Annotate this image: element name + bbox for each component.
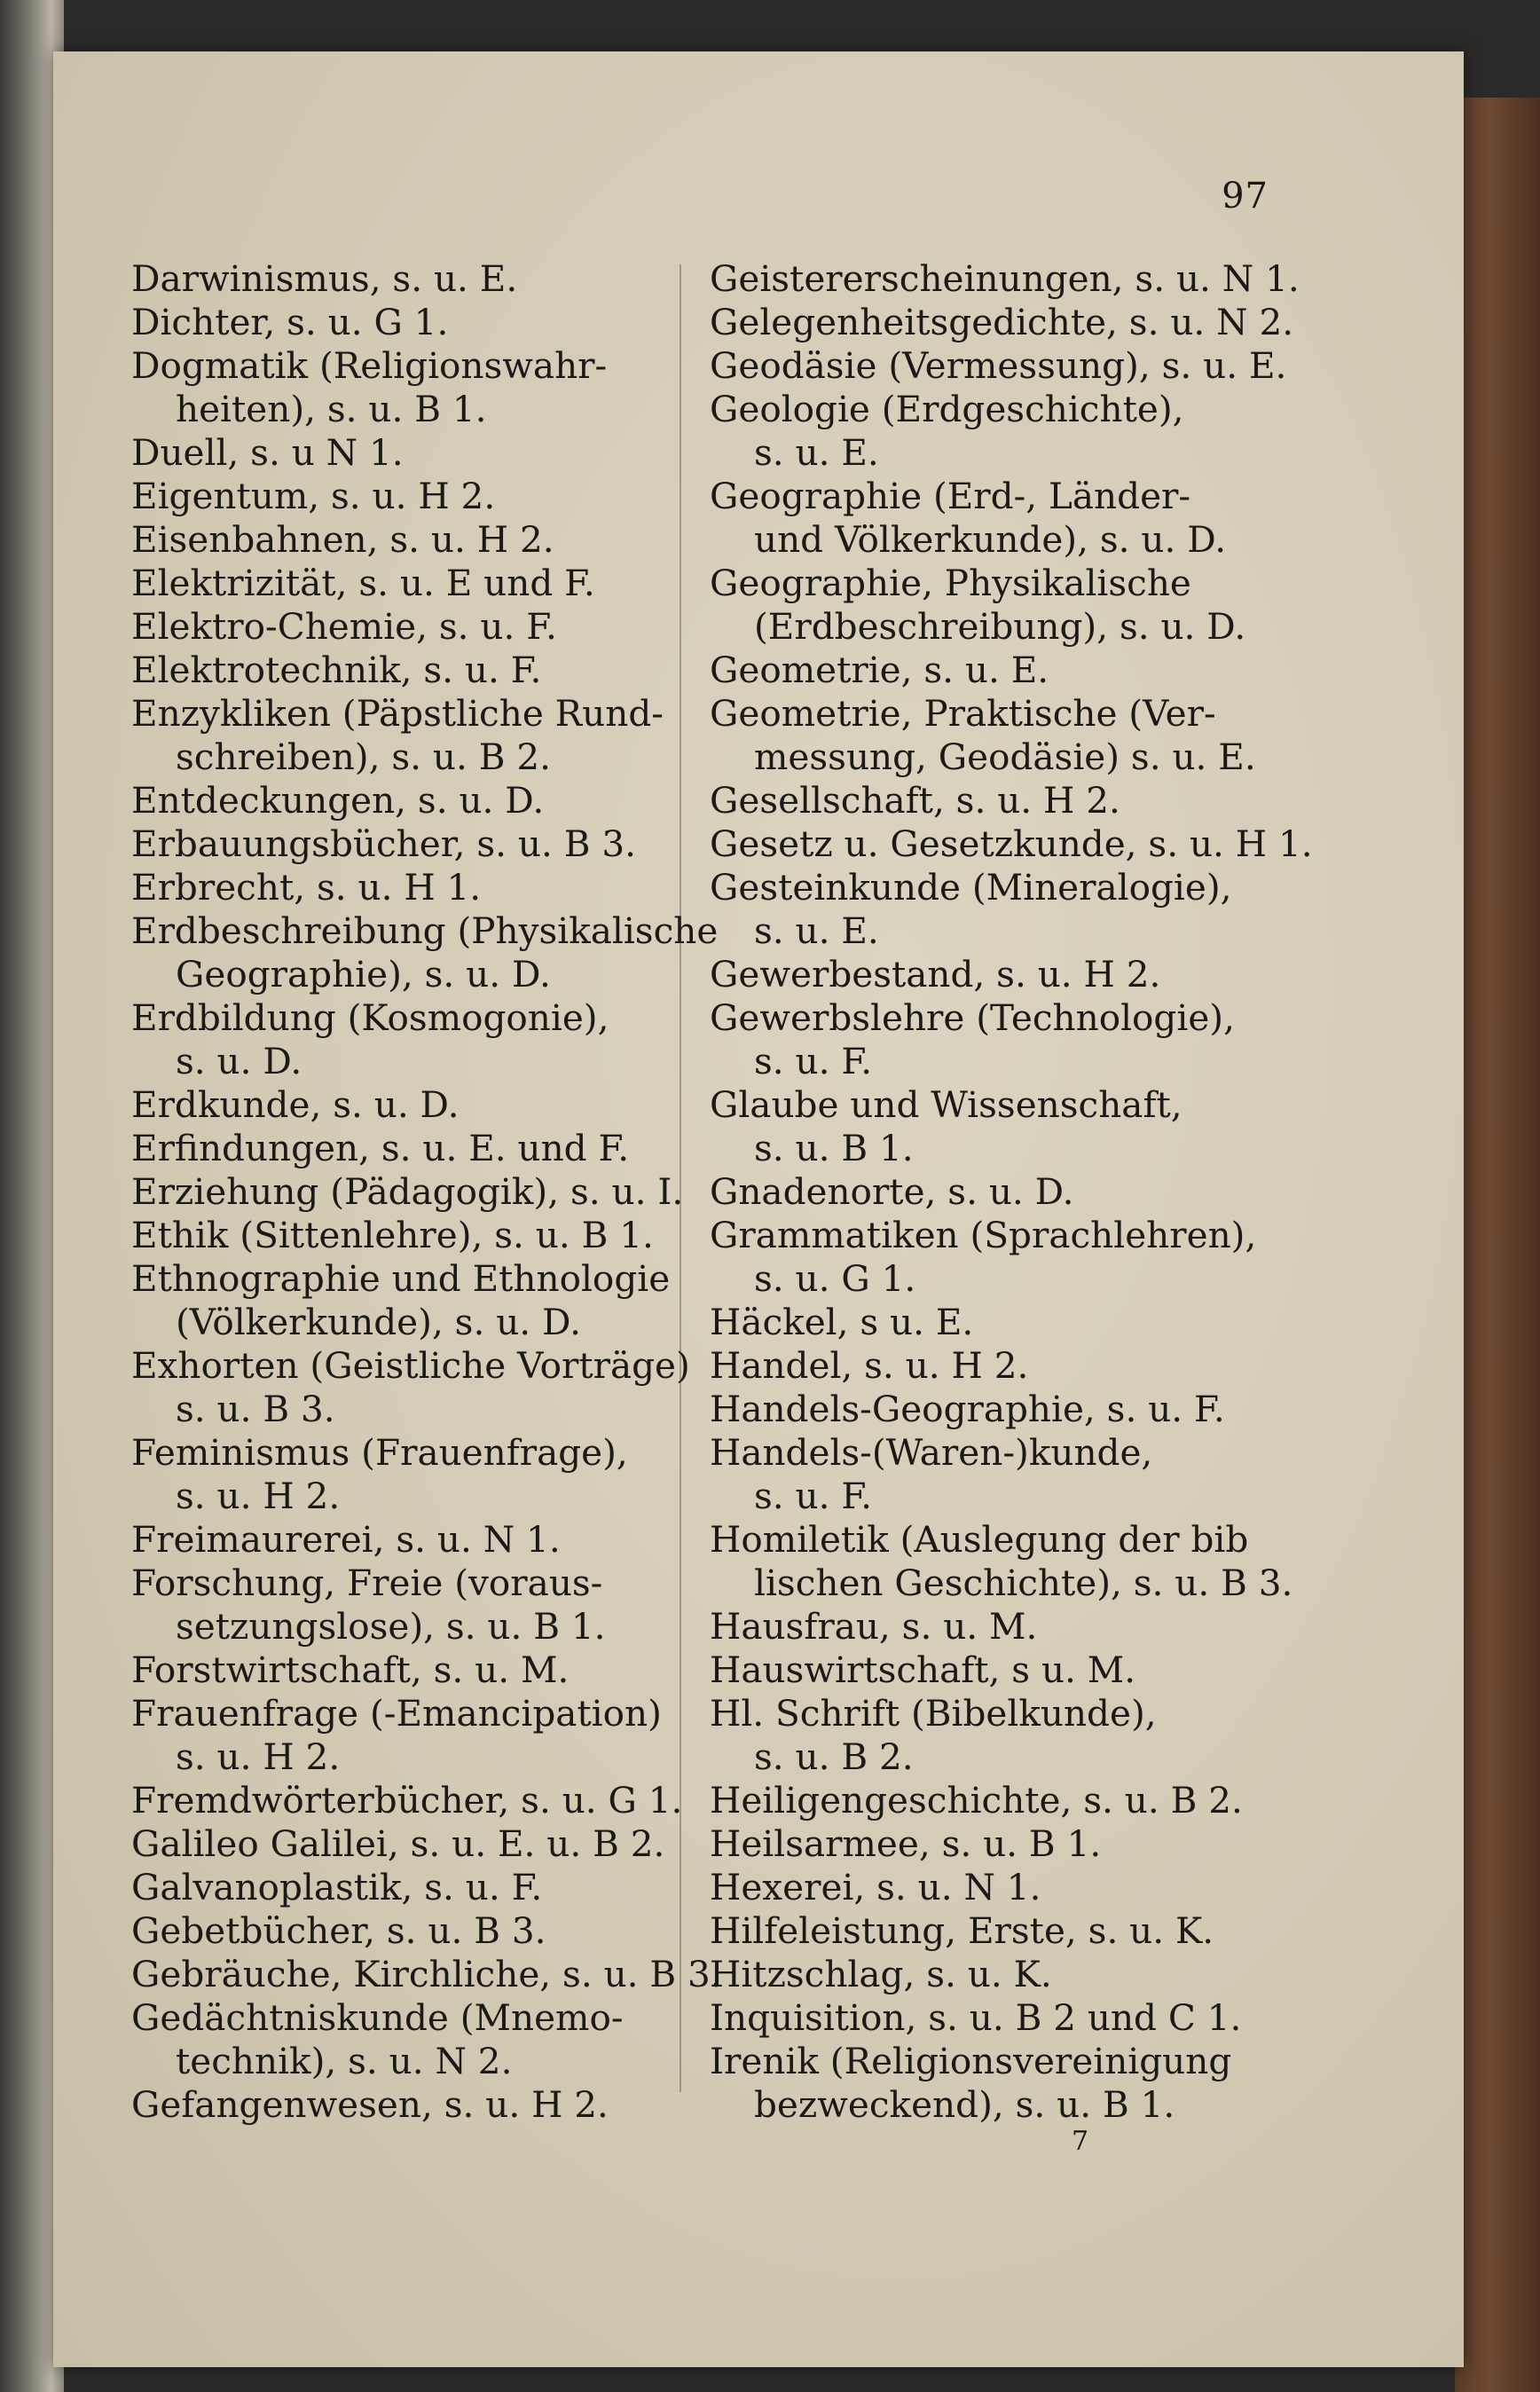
index-entry-line: Gebräuche, Kirchliche, s. u. B 3. (131, 1953, 722, 1995)
index-entry-line: Gesellschaft, s. u. H 2. (710, 779, 1120, 822)
index-entry-line: Geologie (Erdgeschichte), (710, 388, 1184, 430)
index-entry-line: Frauenfrage (-Emancipation) (131, 1692, 662, 1735)
index-entry-line: Gesetz u. Gesetzkunde, s. u. H 1. (710, 822, 1313, 865)
index-entry-line: setzungslose), s. u. B 1. (176, 1605, 606, 1648)
index-entry-line: s. u. B 2. (754, 1735, 914, 1778)
index-entry-line: Elektrotechnik, s. u. F. (131, 649, 542, 691)
index-entry-line: Ethnographie und Ethnologie (131, 1257, 671, 1300)
index-entry-line: Dogmatik (Religionswahr- (131, 344, 608, 387)
index-entry-line: s. u. F. (754, 1475, 873, 1517)
index-entry-line: Homiletik (Auslegung der bib (710, 1518, 1249, 1561)
index-entry-line: Erdbildung (Kosmogonie), (131, 996, 609, 1039)
index-entry-line: s. u. H 2. (176, 1735, 341, 1778)
index-entry-line: Hexerei, s. u. N 1. (710, 1866, 1041, 1908)
index-entry-line: schreiben), s. u. B 2. (176, 736, 551, 778)
index-entry-line: Handels-Geographie, s. u. F. (710, 1388, 1225, 1430)
index-entry-line: s. u. E. (754, 909, 879, 952)
index-entry-line: Hausfrau, s. u. M. (710, 1605, 1038, 1648)
page-number: 97 (1222, 176, 1269, 216)
index-entry-line: Darwinismus, s. u. E. (131, 257, 518, 300)
index-entry-line: Gesteinkunde (Mineralogie), (710, 866, 1232, 909)
index-entry-line: Eisenbahnen, s. u. H 2. (131, 518, 554, 561)
index-entry-line: Gebetbücher, s. u. B 3. (131, 1909, 546, 1952)
index-entry-line: Geographie (Erd-, Länder- (710, 475, 1191, 517)
index-entry-line: Geistererscheinungen, s. u. N 1. (710, 257, 1300, 300)
index-entry-line: Häckel, s u. E. (710, 1301, 974, 1343)
index-entry-line: Erdbeschreibung (Physikalische (131, 909, 719, 952)
index-entry-line: Geometrie, Praktische (Ver- (710, 692, 1216, 735)
index-entry-line: Gefangenwesen, s. u. H 2. (131, 2083, 609, 2126)
index-entry-line: Handels-(Waren-)kunde, (710, 1431, 1153, 1474)
index-entry-line: Elektro-Chemie, s. u. F. (131, 605, 557, 648)
index-entry-line: Erfindungen, s. u. E. und F. (131, 1127, 630, 1169)
index-entry-line: heiten), s. u. B 1. (176, 388, 487, 430)
index-entry-line: Fremdwörterbücher, s. u. G 1. (131, 1779, 683, 1822)
index-entry-line: Forstwirtschaft, s. u. M. (131, 1648, 570, 1691)
book-page (53, 51, 1464, 2367)
signature-mark: 7 (1072, 2126, 1089, 2157)
index-entry-line: Hauswirtschaft, s u. M. (710, 1648, 1136, 1691)
index-entry-line: Entdeckungen, s. u. D. (131, 779, 545, 822)
index-entry-line: s. u. G 1. (754, 1257, 916, 1300)
index-entry-line: Galileo Galilei, s. u. E. u. B 2. (131, 1822, 665, 1865)
index-entry-line: Feminismus (Frauenfrage), (131, 1431, 628, 1474)
index-entry-line: Heiligengeschichte, s. u. B 2. (710, 1779, 1243, 1822)
index-entry-line: bezweckend), s. u. B 1. (754, 2083, 1175, 2126)
index-entry-line: s. u. B 3. (176, 1388, 335, 1430)
index-entry-line: Enzykliken (Päpstliche Rund- (131, 692, 664, 735)
index-entry-line: messung, Geodäsie) s. u. E. (754, 736, 1256, 778)
index-entry-line: Gewerbestand, s. u. H 2. (710, 953, 1161, 995)
index-entry-line: Geographie, Physikalische (710, 562, 1191, 604)
index-entry-line: und Völkerkunde), s. u. D. (754, 518, 1227, 561)
index-entry-line: Erbrecht, s. u. H 1. (131, 866, 482, 909)
index-entry-line: technik), s. u. N 2. (176, 2040, 513, 2082)
book-cover-edge (1455, 98, 1540, 2392)
index-entry-line: Geometrie, s. u. E. (710, 649, 1049, 691)
index-entry-line: Elektrizität, s. u. E und F. (131, 562, 595, 604)
index-entry-line: Forschung, Freie (voraus- (131, 1562, 603, 1604)
index-entry-line: Gedächtniskunde (Mnemo- (131, 1996, 624, 2039)
index-column-right (710, 257, 1313, 2127)
index-entry-line: Geodäsie (Vermessung), s. u. E. (710, 344, 1287, 387)
index-entry-line: Eigentum, s. u. H 2. (131, 475, 496, 517)
index-entry-line: Duell, s. u N 1. (131, 431, 404, 474)
index-entry-line: Erziehung (Pädagogik), s. u. I. (131, 1170, 684, 1213)
index-entry-line: lischen Geschichte), s. u. B 3. (754, 1562, 1293, 1604)
index-entry-line: Ethik (Sittenlehre), s. u. B 1. (131, 1214, 654, 1256)
index-entry-line: s. u. E. (754, 431, 879, 474)
index-entry-line: Grammatiken (Sprachlehren), (710, 1214, 1257, 1256)
index-entry-line: Freimaurerei, s. u. N 1. (131, 1518, 561, 1561)
index-entry-line: Glaube und Wissenschaft, (710, 1083, 1182, 1126)
index-entry-line: Gnadenorte, s. u. D. (710, 1170, 1074, 1213)
index-entry-line: (Völkerkunde), s. u. D. (176, 1301, 581, 1343)
index-entry-line: s. u. D. (176, 1040, 302, 1082)
index-entry-line: Erdkunde, s. u. D. (131, 1083, 460, 1126)
index-entry-line: s. u. F. (754, 1040, 873, 1082)
index-entry-line: Gewerbslehre (Technologie), (710, 996, 1235, 1039)
index-entry-line: s. u. H 2. (176, 1475, 341, 1517)
index-entry-line: Dichter, s. u. G 1. (131, 301, 449, 343)
index-entry-line: Geographie), s. u. D. (176, 953, 551, 995)
index-entry-line: Erbauungsbücher, s. u. B 3. (131, 822, 636, 865)
index-entry-line: Exhorten (Geistliche Vorträge) (131, 1344, 690, 1387)
index-entry-line: Heilsarmee, s. u. B 1. (710, 1822, 1102, 1865)
index-entry-line: Hitzschlag, s. u. K. (710, 1953, 1052, 1995)
column-divider (680, 264, 681, 2092)
index-entry-line: Inquisition, s. u. B 2 und C 1. (710, 1996, 1242, 2039)
index-entry-line: Irenik (Religionsvereinigung (710, 2040, 1232, 2082)
index-entry-line: (Erdbeschreibung), s. u. D. (754, 605, 1246, 648)
index-entry-line: s. u. B 1. (754, 1127, 914, 1169)
index-column-left (131, 257, 722, 2127)
index-entry-line: Gelegenheitsgedichte, s. u. N 2. (710, 301, 1294, 343)
index-entry-line: Handel, s. u. H 2. (710, 1344, 1029, 1387)
index-entry-line: Hl. Schrift (Bibelkunde), (710, 1692, 1157, 1735)
index-entry-line: Hilfeleistung, Erste, s. u. K. (710, 1909, 1214, 1952)
index-entry-line: Galvanoplastik, s. u. F. (131, 1866, 543, 1908)
